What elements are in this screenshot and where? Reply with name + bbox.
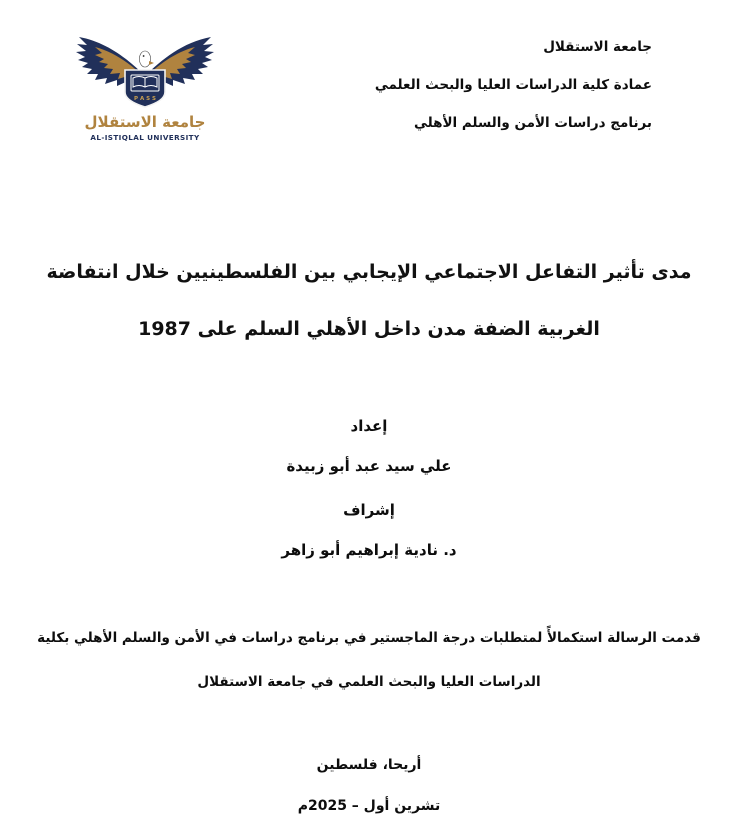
submission-statement-line1: قدمت الرسالة استكمالأً لمتطلبات درجة الماجستير في برنامج دراسات في الأمن والسلم الأهلي بكلية [37, 630, 701, 646]
submission-statement-line2: الدراسات العليا والبحث العلمي في جامعة الاستقلال [197, 674, 541, 690]
preparation-label: إعداد [350, 417, 388, 435]
logo-english-wordmark: AL-ISTIQLAL UNIVERSITY [90, 133, 200, 142]
university-name: جامعة الاستقلال [543, 39, 652, 55]
supervision-label: إشراف [343, 501, 395, 519]
author-name: علي سيد عبد أبو زبيدة [286, 457, 452, 475]
university-logo [74, 28, 216, 144]
institution-block [222, 28, 652, 142]
thesis-title-line2: 1987 على‎ السلم‎ الأهلي‎ داخل‎ مدن‎ الضفة‎ الغربية [138, 318, 600, 340]
location-line: أريحا، فلسطين [316, 757, 422, 773]
logo-arabic-wordmark: جامعة الاستقلال [84, 113, 206, 131]
deanship-name: عمادة كلية الدراسات العليا والبحث العلمي [374, 77, 652, 93]
thesis-title-line1: مدى تأثير التفاعل الاجتماعي الإيجابي بين الفلسطينيين خلال انتفاضة [46, 261, 692, 283]
shield-pass-label: P A S S [134, 96, 156, 102]
date-line: تشرين أول – 2025م [297, 798, 441, 814]
program-name: برنامج دراسات الأمن والسلم الأهلي [413, 115, 652, 131]
supervisor-name: د. نادية إبراهيم أبو زاهر [281, 541, 457, 559]
shield-icon [125, 70, 165, 107]
